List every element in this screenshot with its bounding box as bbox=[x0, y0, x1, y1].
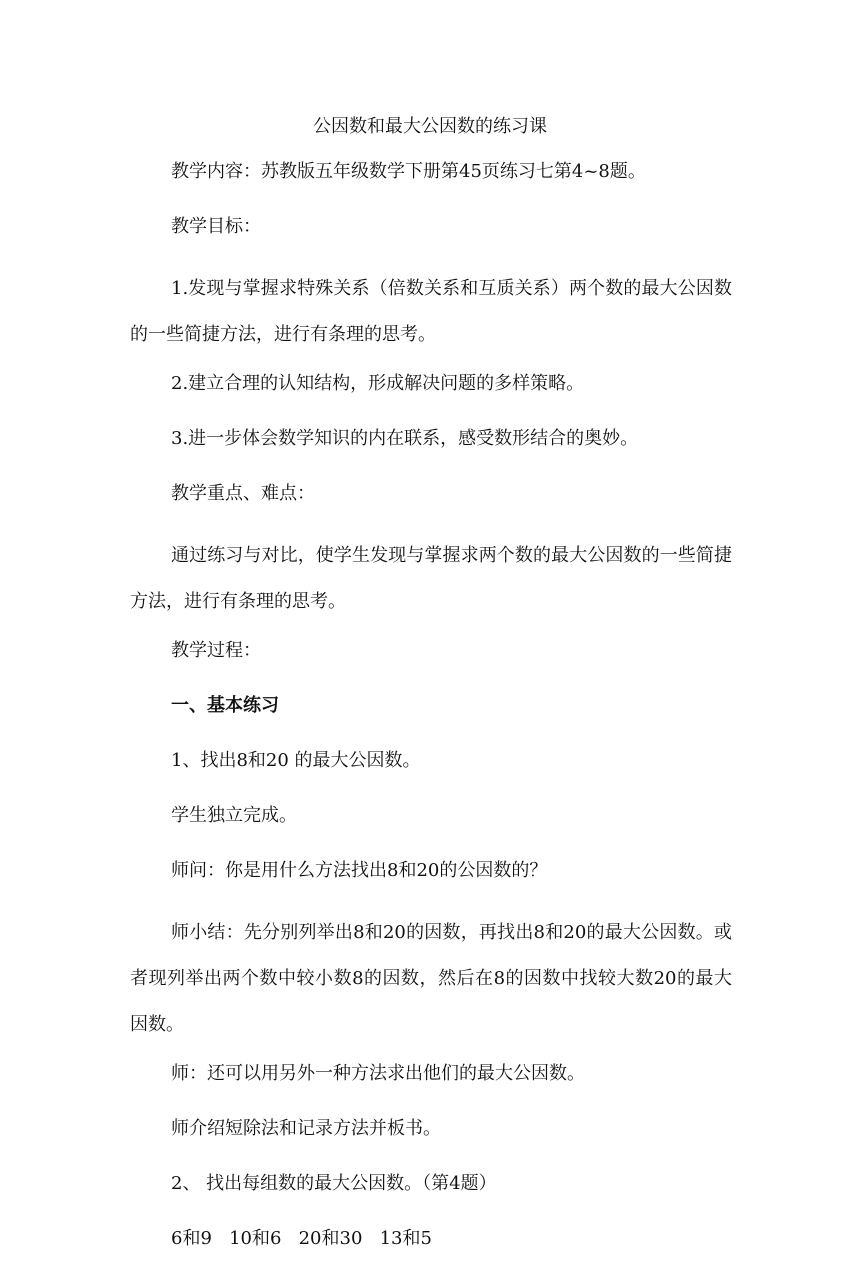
teacher-another-method-paragraph: 师：还可以用另外一种方法求出他们的最大公因数。 bbox=[171, 1063, 585, 1084]
teaching-process-heading: 教学过程： bbox=[171, 640, 261, 661]
teaching-goals-heading: 教学目标： bbox=[171, 216, 261, 237]
section-basic-practice-heading: 一、基本练习 bbox=[171, 695, 279, 716]
goal-3-paragraph: 3.进一步体会数学知识的内在联系，感受数形结合的奥妙。 bbox=[171, 428, 639, 449]
document-title: 公因数和最大公因数的练习课 bbox=[313, 116, 547, 137]
teacher-question-paragraph: 师问：你是用什么方法找出8和20的公因数的？ bbox=[171, 860, 548, 881]
goal-1-paragraph: 1.发现与掌握求特殊关系（倍数关系和互质关系）两个数的最大公因数的一些简捷方法，进行有条理的思考。 bbox=[130, 278, 732, 345]
document-body bbox=[130, 156, 732, 1278]
teaching-content-paragraph: 教学内容：苏教版五年级数学下册第45页练习七第4~8题。 bbox=[171, 161, 646, 182]
number-groups-paragraph: 6和9 10和6 20和30 13和5 bbox=[171, 1228, 432, 1249]
exercise-2-paragraph: 2、 找出每组数的最大公因数。（第4题） bbox=[171, 1173, 497, 1194]
key-points-heading: 教学重点、难点： bbox=[171, 483, 315, 504]
short-division-paragraph: 师介绍短除法和记录方法并板书。 bbox=[171, 1118, 441, 1139]
students-independent-paragraph: 学生独立完成。 bbox=[171, 805, 297, 826]
teacher-summary-paragraph: 师小结：先分别列举出8和20的因数，再找出8和20的最大公因数。或者现列举出两个数中较小数8的因数，然后在8的因数中找较大数20的最大因数。 bbox=[130, 922, 732, 1035]
goal-2-paragraph: 2.建立合理的认知结构，形成解决问题的多样策略。 bbox=[171, 373, 585, 394]
exercise-1-paragraph: 1、找出8和20 的最大公因数。 bbox=[171, 750, 421, 771]
key-points-paragraph: 通过练习与对比，使学生发现与掌握求两个数的最大公因数的一些简捷方法，进行有条理的思考。 bbox=[130, 545, 732, 612]
